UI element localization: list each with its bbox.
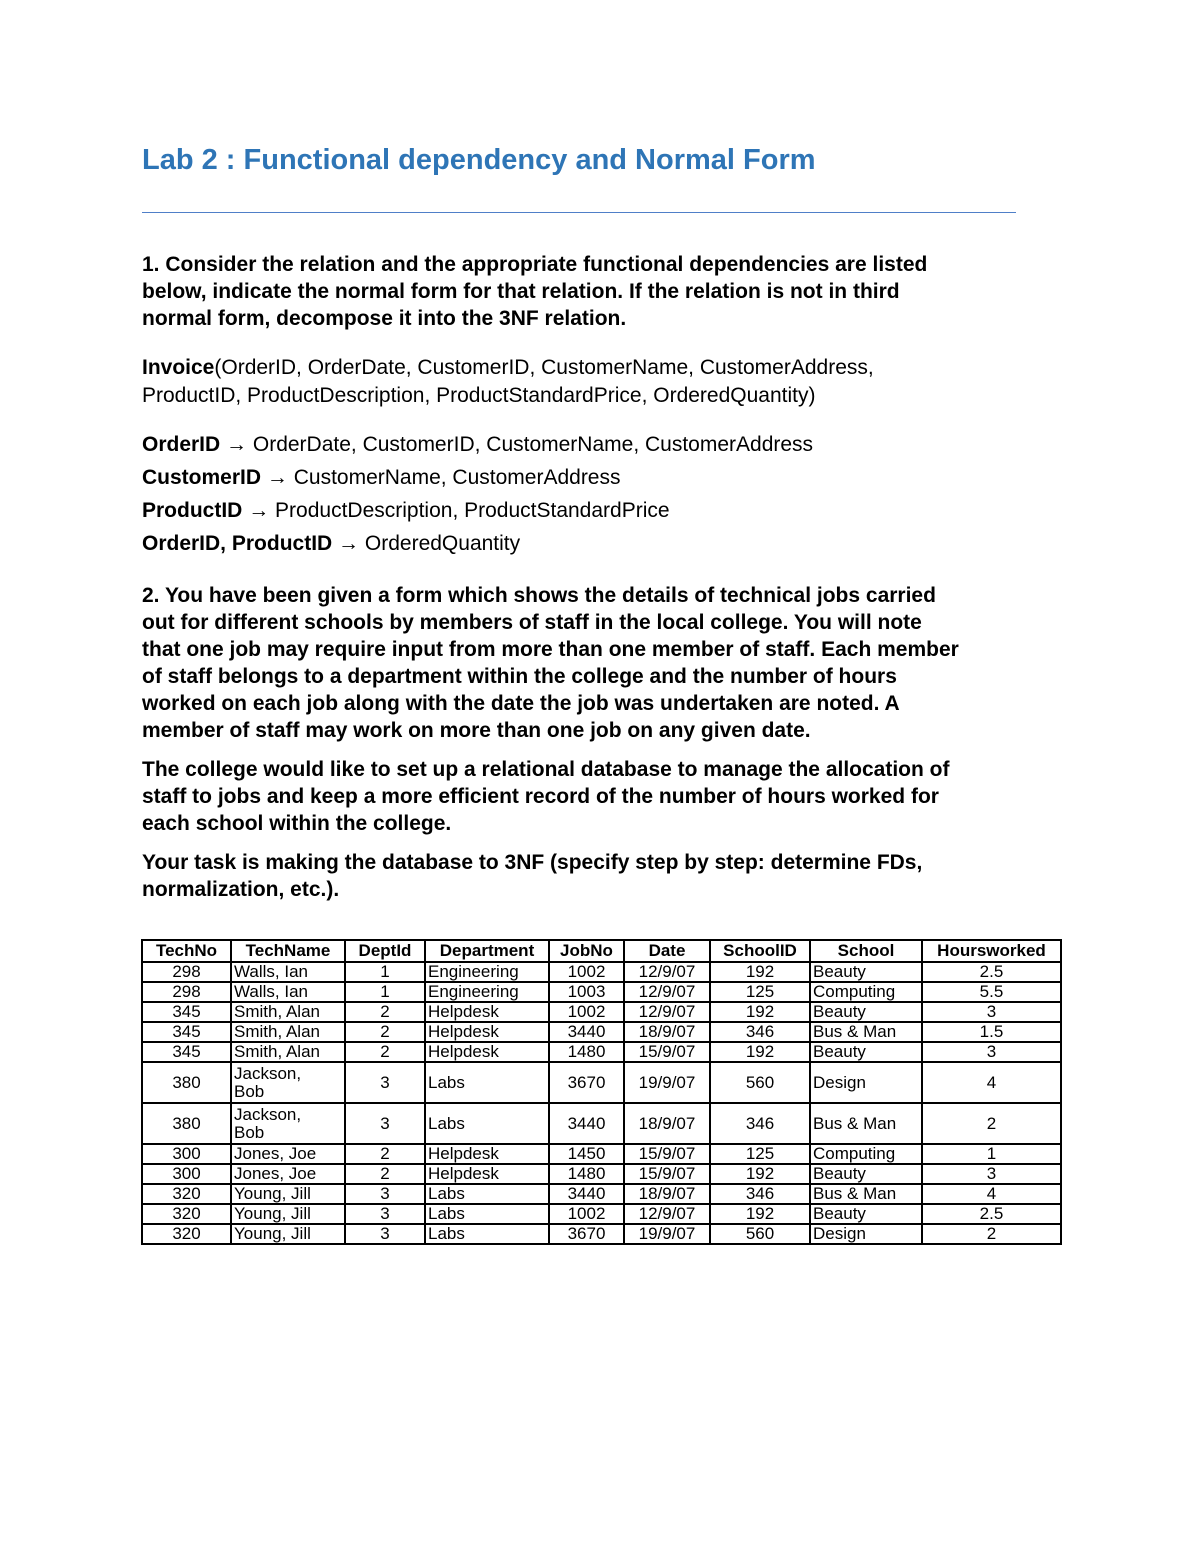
cell-tech-no: 320 bbox=[142, 1184, 231, 1204]
prompt-line: member of staff may work on more than one job on any given date. bbox=[142, 719, 811, 742]
arrow-icon: → bbox=[338, 532, 360, 555]
cell-date: 19/9/07 bbox=[624, 1224, 710, 1244]
prompt-line: below, indicate the normal form for that relation. If the relation is not in third bbox=[142, 280, 900, 303]
cell-school-id: 125 bbox=[710, 1144, 810, 1164]
cell-tech-no: 345 bbox=[142, 1002, 231, 1022]
cell-school-id: 192 bbox=[710, 1042, 810, 1062]
cell-job-no: 1480 bbox=[549, 1042, 624, 1062]
table-row bbox=[142, 1204, 1061, 1224]
fd-line bbox=[142, 494, 1062, 527]
functional-dependencies bbox=[142, 428, 1062, 560]
cell-school: Computing bbox=[810, 1144, 922, 1164]
fd-rhs: OrderedQuantity bbox=[364, 532, 521, 555]
cell-tech-no: 300 bbox=[142, 1164, 231, 1184]
cell-dept-id: 2 bbox=[345, 1144, 425, 1164]
cell-tech-name bbox=[231, 1164, 345, 1184]
cell-school-id: 560 bbox=[710, 1062, 810, 1103]
prompt-line: normalization, etc.). bbox=[142, 878, 340, 901]
prompt-line: The college would like to set up a relational database to manage the allocation of bbox=[142, 758, 950, 781]
table-row bbox=[142, 1144, 1061, 1164]
cell-tech-name bbox=[231, 1062, 345, 1103]
tech-name-line: Bob bbox=[234, 1122, 265, 1142]
column-header: TechNo bbox=[142, 940, 231, 962]
cell-dept-id: 3 bbox=[345, 1103, 425, 1144]
cell-job-no: 1002 bbox=[549, 1002, 624, 1022]
cell-job-no: 3440 bbox=[549, 1184, 624, 1204]
cell-tech-no: 320 bbox=[142, 1204, 231, 1224]
tech-name-line: Jones, Joe bbox=[234, 1144, 317, 1163]
question-2-paragraph-2 bbox=[142, 756, 1062, 837]
prompt-line: normal form, decompose it into the 3NF relation. bbox=[142, 307, 627, 330]
fd-lhs: OrderID, ProductID bbox=[142, 532, 333, 555]
cell-tech-name bbox=[231, 1022, 345, 1042]
tech-name-line: Walls, Ian bbox=[234, 982, 309, 1001]
column-header: DeptId bbox=[345, 940, 425, 962]
tech-name-line: Walls, Ian bbox=[234, 962, 309, 981]
invoice-relation bbox=[142, 354, 1062, 410]
cell-tech-name bbox=[231, 1204, 345, 1224]
cell-school: Design bbox=[810, 1224, 922, 1244]
table-row bbox=[142, 1164, 1061, 1184]
cell-hours: 4 bbox=[922, 1062, 1061, 1103]
cell-department: Engineering bbox=[425, 982, 549, 1002]
cell-tech-no: 320 bbox=[142, 1224, 231, 1244]
cell-department: Helpdesk bbox=[425, 1042, 549, 1062]
fd-rhs: CustomerName, CustomerAddress bbox=[293, 466, 621, 489]
cell-tech-no: 345 bbox=[142, 1042, 231, 1062]
cell-date: 19/9/07 bbox=[624, 1062, 710, 1103]
cell-school-id: 346 bbox=[710, 1022, 810, 1042]
arrow-icon: → bbox=[226, 433, 248, 456]
cell-hours: 5.5 bbox=[922, 982, 1061, 1002]
cell-school: Design bbox=[810, 1062, 922, 1103]
cell-job-no: 3670 bbox=[549, 1224, 624, 1244]
cell-department: Helpdesk bbox=[425, 1164, 549, 1184]
cell-school: Beauty bbox=[810, 1002, 922, 1022]
cell-school: Bus & Man bbox=[810, 1022, 922, 1042]
cell-tech-name bbox=[231, 982, 345, 1002]
question-1-prompt bbox=[142, 251, 1062, 332]
cell-school-id: 346 bbox=[710, 1103, 810, 1144]
table-row bbox=[142, 1224, 1061, 1244]
table-row bbox=[142, 1022, 1061, 1042]
cell-tech-name bbox=[231, 1002, 345, 1022]
fd-line bbox=[142, 428, 1062, 461]
cell-school-id: 560 bbox=[710, 1224, 810, 1244]
prompt-line: 2. You have been given a form which shows the details of technical jobs carried bbox=[142, 584, 936, 607]
cell-tech-no: 298 bbox=[142, 962, 231, 982]
cell-dept-id: 2 bbox=[345, 1002, 425, 1022]
cell-school: Computing bbox=[810, 982, 922, 1002]
question-2-task bbox=[142, 849, 1062, 903]
question-2-paragraph-1 bbox=[142, 582, 1062, 744]
cell-department: Engineering bbox=[425, 962, 549, 982]
cell-school: Bus & Man bbox=[810, 1103, 922, 1144]
cell-dept-id: 3 bbox=[345, 1184, 425, 1204]
title-divider bbox=[142, 212, 1016, 213]
cell-tech-name bbox=[231, 1144, 345, 1164]
cell-dept-id: 3 bbox=[345, 1062, 425, 1103]
column-header: TechName bbox=[231, 940, 345, 962]
cell-dept-id: 1 bbox=[345, 962, 425, 982]
prompt-line: staff to jobs and keep a more efficient record of the number of hours worked for bbox=[142, 785, 939, 808]
table-row bbox=[142, 1184, 1061, 1204]
cell-school-id: 192 bbox=[710, 1204, 810, 1224]
cell-school-id: 346 bbox=[710, 1184, 810, 1204]
fd-lhs: OrderID bbox=[142, 433, 221, 456]
cell-date: 12/9/07 bbox=[624, 1204, 710, 1224]
table-row bbox=[142, 1002, 1061, 1022]
cell-date: 12/9/07 bbox=[624, 962, 710, 982]
prompt-line: that one job may require input from more than one member of staff. Each member bbox=[142, 638, 959, 661]
tech-name-line: Jackson, bbox=[234, 1104, 302, 1124]
cell-tech-no: 298 bbox=[142, 982, 231, 1002]
cell-tech-no: 380 bbox=[142, 1062, 231, 1103]
cell-hours: 2.5 bbox=[922, 1204, 1061, 1224]
cell-dept-id: 2 bbox=[345, 1022, 425, 1042]
fd-rhs: ProductDescription, ProductStandardPrice bbox=[275, 499, 670, 522]
column-header: Date bbox=[624, 940, 710, 962]
cell-date: 15/9/07 bbox=[624, 1042, 710, 1062]
column-header: Department bbox=[425, 940, 549, 962]
cell-tech-no: 380 bbox=[142, 1103, 231, 1144]
prompt-line: out for different schools by members of staff in the local college. You will note bbox=[142, 611, 922, 634]
cell-school: Bus & Man bbox=[810, 1184, 922, 1204]
cell-department: Labs bbox=[425, 1103, 549, 1144]
jobs-table bbox=[141, 939, 1062, 1245]
cell-school-id: 192 bbox=[710, 1002, 810, 1022]
cell-department: Helpdesk bbox=[425, 1002, 549, 1022]
tech-name-line: Young, Jill bbox=[234, 1184, 311, 1203]
table-header-row bbox=[142, 940, 1061, 962]
cell-tech-name bbox=[231, 962, 345, 982]
tech-name-line: Bob bbox=[234, 1081, 265, 1101]
prompt-line: Your task is making the database to 3NF (specify step by step: determine FDs, bbox=[142, 851, 923, 874]
cell-date: 18/9/07 bbox=[624, 1184, 710, 1204]
cell-tech-name bbox=[231, 1184, 345, 1204]
fd-rhs: OrderDate, CustomerID, CustomerName, CustomerAddress bbox=[252, 433, 814, 456]
cell-dept-id: 2 bbox=[345, 1042, 425, 1062]
cell-hours: 3 bbox=[922, 1164, 1061, 1184]
tech-name-line: Smith, Alan bbox=[234, 1042, 320, 1061]
tech-name-line: Smith, Alan bbox=[234, 1022, 320, 1041]
cell-department: Helpdesk bbox=[425, 1022, 549, 1042]
relation-name: Invoice bbox=[142, 356, 215, 379]
arrow-icon: → bbox=[248, 499, 270, 522]
cell-job-no: 3440 bbox=[549, 1022, 624, 1042]
prompt-line: each school within the college. bbox=[142, 812, 452, 835]
cell-dept-id: 1 bbox=[345, 982, 425, 1002]
table-row bbox=[142, 962, 1061, 982]
cell-school: Beauty bbox=[810, 1204, 922, 1224]
cell-school: Beauty bbox=[810, 962, 922, 982]
cell-hours: 1 bbox=[922, 1144, 1061, 1164]
cell-dept-id: 3 bbox=[345, 1224, 425, 1244]
cell-job-no: 1002 bbox=[549, 1204, 624, 1224]
cell-school: Beauty bbox=[810, 1042, 922, 1062]
column-header: SchoolID bbox=[710, 940, 810, 962]
cell-tech-name bbox=[231, 1103, 345, 1144]
cell-date: 18/9/07 bbox=[624, 1103, 710, 1144]
cell-hours: 3 bbox=[922, 1002, 1061, 1022]
prompt-line: of staff belongs to a department within the college and the number of hours bbox=[142, 665, 897, 688]
cell-job-no: 1002 bbox=[549, 962, 624, 982]
relation-attributes-line-2: ProductID, ProductDescription, ProductStandardPrice, OrderedQuantity) bbox=[142, 384, 816, 407]
fd-lhs: ProductID bbox=[142, 499, 243, 522]
cell-school-id: 125 bbox=[710, 982, 810, 1002]
cell-hours: 3 bbox=[922, 1042, 1061, 1062]
tech-name-line: Young, Jill bbox=[234, 1204, 311, 1223]
table-row bbox=[142, 1062, 1061, 1103]
cell-department: Labs bbox=[425, 1184, 549, 1204]
cell-department: Labs bbox=[425, 1062, 549, 1103]
cell-date: 12/9/07 bbox=[624, 1002, 710, 1022]
cell-job-no: 1480 bbox=[549, 1164, 624, 1184]
cell-school-id: 192 bbox=[710, 962, 810, 982]
tech-name-line: Jones, Joe bbox=[234, 1164, 317, 1183]
table-row bbox=[142, 1042, 1061, 1062]
cell-hours: 2.5 bbox=[922, 962, 1061, 982]
cell-job-no: 3670 bbox=[549, 1062, 624, 1103]
cell-hours: 2 bbox=[922, 1103, 1061, 1144]
column-header: School bbox=[810, 940, 922, 962]
fd-lhs: CustomerID bbox=[142, 466, 262, 489]
cell-dept-id: 3 bbox=[345, 1204, 425, 1224]
cell-hours: 4 bbox=[922, 1184, 1061, 1204]
tech-name-line: Young, Jill bbox=[234, 1224, 311, 1243]
cell-department: Labs bbox=[425, 1204, 549, 1224]
cell-tech-no: 345 bbox=[142, 1022, 231, 1042]
cell-date: 12/9/07 bbox=[624, 982, 710, 1002]
tech-name-line: Smith, Alan bbox=[234, 1002, 320, 1021]
table-row bbox=[142, 982, 1061, 1002]
cell-job-no: 1450 bbox=[549, 1144, 624, 1164]
cell-hours: 1.5 bbox=[922, 1022, 1061, 1042]
cell-hours: 2 bbox=[922, 1224, 1061, 1244]
table-row bbox=[142, 1103, 1061, 1144]
prompt-line: worked on each job along with the date the job was undertaken are noted. A bbox=[142, 692, 900, 715]
cell-date: 15/9/07 bbox=[624, 1164, 710, 1184]
cell-school-id: 192 bbox=[710, 1164, 810, 1184]
cell-dept-id: 2 bbox=[345, 1164, 425, 1184]
fd-line bbox=[142, 527, 1062, 560]
cell-job-no: 3440 bbox=[549, 1103, 624, 1144]
fd-line bbox=[142, 461, 1062, 494]
cell-tech-name bbox=[231, 1042, 345, 1062]
cell-school: Beauty bbox=[810, 1164, 922, 1184]
cell-date: 15/9/07 bbox=[624, 1144, 710, 1164]
cell-tech-no: 300 bbox=[142, 1144, 231, 1164]
column-header: JobNo bbox=[549, 940, 624, 962]
column-header: Hoursworked bbox=[922, 940, 1061, 962]
cell-department: Labs bbox=[425, 1224, 549, 1244]
cell-date: 18/9/07 bbox=[624, 1022, 710, 1042]
cell-department: Helpdesk bbox=[425, 1144, 549, 1164]
page-title: Lab 2 : Functional dependency and Normal Form bbox=[142, 144, 816, 176]
prompt-line: 1. Consider the relation and the appropriate functional dependencies are listed bbox=[142, 253, 928, 276]
relation-attributes-line-1: (OrderID, OrderDate, CustomerID, CustomerName, CustomerAddress, bbox=[214, 356, 874, 379]
tech-name-line: Jackson, bbox=[234, 1063, 302, 1083]
cell-job-no: 1003 bbox=[549, 982, 624, 1002]
arrow-icon: → bbox=[266, 466, 288, 489]
cell-tech-name bbox=[231, 1224, 345, 1244]
